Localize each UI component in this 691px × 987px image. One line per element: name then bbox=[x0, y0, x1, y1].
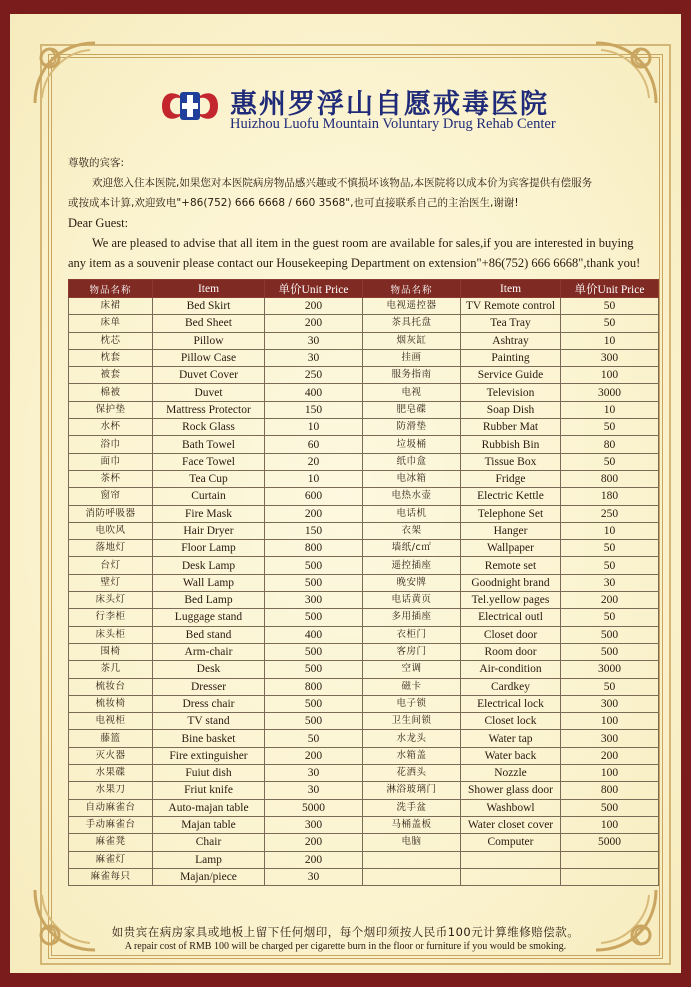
cell-item-name-en: Water back bbox=[461, 747, 561, 764]
cell-item-name-cn: 衣柜门 bbox=[363, 626, 461, 643]
cell-item-name-en bbox=[461, 868, 561, 885]
cell-item-name-cn: 棉被 bbox=[69, 384, 153, 401]
cell-unit-price: 3000 bbox=[561, 661, 659, 678]
cell-item-name-en: Painting bbox=[461, 349, 561, 366]
cell-item-name-cn: 浴巾 bbox=[69, 436, 153, 453]
cell-item-name-en: Computer bbox=[461, 834, 561, 851]
cell-item-name-en: Tea Tray bbox=[461, 315, 561, 332]
greeting-en: Dear Guest: bbox=[68, 216, 129, 230]
cell-unit-price: 20 bbox=[265, 453, 363, 470]
cell-item-name-en: Bed Sheet bbox=[153, 315, 265, 332]
cell-item-name-cn: 枕套 bbox=[69, 349, 153, 366]
intro-paragraph-cn-line1: 欢迎您入住本医院,如果您对本医院病房物品感兴趣或不慎损坏该物品,本医院将以成本价为宾客提供有偿服务 bbox=[92, 177, 593, 189]
cell-item-name-en: Closet lock bbox=[461, 713, 561, 730]
intro-text bbox=[68, 153, 668, 273]
cell-unit-price: 200 bbox=[265, 747, 363, 764]
table-row bbox=[69, 298, 659, 315]
cell-item-name-cn: 自动麻雀台 bbox=[69, 799, 153, 816]
cell-unit-price: 50 bbox=[561, 453, 659, 470]
cell-item-name-en: Wallpaper bbox=[461, 540, 561, 557]
cell-item-name-en: Chair bbox=[153, 834, 265, 851]
cell-unit-price: 500 bbox=[265, 609, 363, 626]
cell-item-name-en: Water tap bbox=[461, 730, 561, 747]
cell-unit-price: 200 bbox=[561, 747, 659, 764]
cell-item-name-cn: 梳妆台 bbox=[69, 678, 153, 695]
table-row bbox=[69, 574, 659, 591]
cell-unit-price: 60 bbox=[265, 436, 363, 453]
price-table bbox=[68, 279, 659, 886]
cell-unit-price: 300 bbox=[561, 695, 659, 712]
cell-unit-price: 10 bbox=[561, 401, 659, 418]
table-row bbox=[69, 419, 659, 436]
table-row bbox=[69, 470, 659, 487]
table-row bbox=[69, 816, 659, 833]
table-row bbox=[69, 436, 659, 453]
table-row bbox=[69, 730, 659, 747]
intro-paragraph-cn-line2: 或按成本计算,欢迎致电"+86(752) 666 6668 / 660 3568",也可直接联系自己的主治医生,谢谢! bbox=[68, 197, 519, 209]
table-row bbox=[69, 401, 659, 418]
cell-item-name-en: Water closet cover bbox=[461, 816, 561, 833]
table-row bbox=[69, 643, 659, 660]
table-row bbox=[69, 488, 659, 505]
cell-unit-price: 250 bbox=[265, 367, 363, 384]
cell-item-name-en: Closet door bbox=[461, 626, 561, 643]
cell-item-name-en: Shower glass door bbox=[461, 782, 561, 799]
cell-item-name-cn: 洗手盆 bbox=[363, 799, 461, 816]
cell-item-name-cn: 枕芯 bbox=[69, 332, 153, 349]
cell-item-name-en: Floor Lamp bbox=[153, 540, 265, 557]
table-row bbox=[69, 315, 659, 332]
cell-unit-price: 400 bbox=[265, 626, 363, 643]
cell-unit-price: 600 bbox=[265, 488, 363, 505]
column-header-item: Item bbox=[461, 280, 561, 298]
cell-item-name-cn: 被套 bbox=[69, 367, 153, 384]
table-row bbox=[69, 592, 659, 609]
cell-unit-price: 50 bbox=[265, 730, 363, 747]
cell-unit-price: 3000 bbox=[561, 384, 659, 401]
cell-item-name-en: Duvet bbox=[153, 384, 265, 401]
cell-item-name-cn: 衣架 bbox=[363, 522, 461, 539]
cell-item-name-cn: 水果刀 bbox=[69, 782, 153, 799]
cell-unit-price: 500 bbox=[561, 799, 659, 816]
table-row bbox=[69, 765, 659, 782]
intro-paragraph-en-line1: We are pleased to advise that all item in the guest room are available for sales,if you are interested in buying bbox=[92, 236, 634, 250]
column-header-unit-price: 单价Unit Price bbox=[265, 280, 363, 298]
cell-unit-price: 500 bbox=[265, 643, 363, 660]
cell-unit-price: 80 bbox=[561, 436, 659, 453]
cell-item-name-cn: 遥控插座 bbox=[363, 557, 461, 574]
cell-item-name-cn: 空调 bbox=[363, 661, 461, 678]
cell-item-name-en: Rubber Mat bbox=[461, 419, 561, 436]
cell-item-name-cn: 挂画 bbox=[363, 349, 461, 366]
table-row bbox=[69, 522, 659, 539]
cell-item-name-en: TV stand bbox=[153, 713, 265, 730]
cell-unit-price: 800 bbox=[561, 782, 659, 799]
cell-unit-price: 200 bbox=[265, 851, 363, 868]
cell-unit-price: 300 bbox=[561, 730, 659, 747]
cell-item-name-en: Dresser bbox=[153, 678, 265, 695]
cell-unit-price: 100 bbox=[561, 765, 659, 782]
cell-item-name-cn: 水箱盖 bbox=[363, 747, 461, 764]
cell-item-name-en: Fire Mask bbox=[153, 505, 265, 522]
cell-item-name-cn: 灭火器 bbox=[69, 747, 153, 764]
cell-item-name-cn: 消防呼吸器 bbox=[69, 505, 153, 522]
cell-item-name-en: Fire extinguisher bbox=[153, 747, 265, 764]
cell-unit-price: 250 bbox=[561, 505, 659, 522]
cell-item-name-en: Curtain bbox=[153, 488, 265, 505]
cell-item-name-cn: 电话黄页 bbox=[363, 592, 461, 609]
page-title-chinese: 惠州罗浮山自愿戒毒医院 bbox=[230, 89, 549, 120]
column-header-unit-price: 单价Unit Price bbox=[561, 280, 659, 298]
cell-item-name-en bbox=[461, 851, 561, 868]
cell-item-name-cn: 手动麻雀台 bbox=[69, 816, 153, 833]
table-row bbox=[69, 661, 659, 678]
cell-item-name-en: Bed Skirt bbox=[153, 298, 265, 315]
cell-unit-price: 200 bbox=[265, 834, 363, 851]
cell-item-name-cn: 茶具托盘 bbox=[363, 315, 461, 332]
cell-item-name-cn: 垃圾桶 bbox=[363, 436, 461, 453]
cell-unit-price: 100 bbox=[561, 367, 659, 384]
table-row bbox=[69, 868, 659, 885]
cell-item-name-en: Wall Lamp bbox=[153, 574, 265, 591]
cell-unit-price: 50 bbox=[561, 540, 659, 557]
cell-item-name-en: Mattress Protector bbox=[153, 401, 265, 418]
cell-item-name-en: Bine basket bbox=[153, 730, 265, 747]
cell-item-name-cn: 马桶盖板 bbox=[363, 816, 461, 833]
cell-item-name-cn: 床裙 bbox=[69, 298, 153, 315]
cell-item-name-en: Tel.yellow pages bbox=[461, 592, 561, 609]
cell-unit-price: 50 bbox=[561, 557, 659, 574]
cell-item-name-en: Majan/piece bbox=[153, 868, 265, 885]
page-header bbox=[160, 82, 580, 132]
cell-item-name-cn: 纸巾盒 bbox=[363, 453, 461, 470]
cell-item-name-en: Bed stand bbox=[153, 626, 265, 643]
table-row bbox=[69, 799, 659, 816]
cell-unit-price: 10 bbox=[265, 470, 363, 487]
table-row bbox=[69, 505, 659, 522]
corner-ornament-icon bbox=[591, 38, 661, 108]
cell-unit-price: 30 bbox=[265, 765, 363, 782]
cell-item-name-en: Pillow Case bbox=[153, 349, 265, 366]
cell-unit-price: 30 bbox=[265, 349, 363, 366]
cell-item-name-cn: 麻雀灯 bbox=[69, 851, 153, 868]
cell-unit-price bbox=[561, 851, 659, 868]
cell-item-name-cn: 多用插座 bbox=[363, 609, 461, 626]
table-row bbox=[69, 332, 659, 349]
cell-item-name-en: Television bbox=[461, 384, 561, 401]
cell-item-name-cn: 水果碟 bbox=[69, 765, 153, 782]
cell-item-name-cn: 电视遥控器 bbox=[363, 298, 461, 315]
cell-item-name-en: Goodnight brand bbox=[461, 574, 561, 591]
cell-item-name-cn: 电子锁 bbox=[363, 695, 461, 712]
cell-item-name-en: Air-condition bbox=[461, 661, 561, 678]
cell-unit-price: 10 bbox=[265, 419, 363, 436]
cell-item-name-cn: 卫生间锁 bbox=[363, 713, 461, 730]
cell-item-name-en: Fuiut dish bbox=[153, 765, 265, 782]
cell-item-name-en: Friut knife bbox=[153, 782, 265, 799]
table-row bbox=[69, 609, 659, 626]
cell-unit-price: 500 bbox=[561, 643, 659, 660]
cell-item-name-en: Remote set bbox=[461, 557, 561, 574]
cell-item-name-cn: 茶几 bbox=[69, 661, 153, 678]
cell-item-name-cn: 肥皂碟 bbox=[363, 401, 461, 418]
cell-item-name-en: Room door bbox=[461, 643, 561, 660]
footer-notice bbox=[0, 924, 691, 952]
cell-unit-price: 800 bbox=[265, 540, 363, 557]
cell-unit-price: 400 bbox=[265, 384, 363, 401]
cell-unit-price: 800 bbox=[265, 678, 363, 695]
column-header-item-name-cn: 物品名称 bbox=[363, 280, 461, 298]
cell-unit-price: 800 bbox=[561, 470, 659, 487]
cell-unit-price: 100 bbox=[561, 816, 659, 833]
price-table-container bbox=[68, 279, 658, 886]
cell-item-name-cn: 水杯 bbox=[69, 419, 153, 436]
cell-unit-price: 200 bbox=[561, 592, 659, 609]
cell-item-name-en: Ashtray bbox=[461, 332, 561, 349]
table-row bbox=[69, 453, 659, 470]
cell-item-name-en: Hair Dryer bbox=[153, 522, 265, 539]
cell-item-name-en: Dress chair bbox=[153, 695, 265, 712]
cell-unit-price: 10 bbox=[561, 522, 659, 539]
cell-item-name-en: Pillow bbox=[153, 332, 265, 349]
cell-unit-price: 300 bbox=[265, 592, 363, 609]
footer-notice-cn: 如贵宾在病房家具或地板上留下任何烟印，每个烟印须按人民币100元计算维修赔偿款。 bbox=[111, 925, 580, 939]
cell-item-name-cn: 台灯 bbox=[69, 557, 153, 574]
cell-item-name-en: Auto-majan table bbox=[153, 799, 265, 816]
cell-item-name-en: Face Towel bbox=[153, 453, 265, 470]
cell-unit-price: 30 bbox=[561, 574, 659, 591]
cell-item-name-cn: 淋浴玻璃门 bbox=[363, 782, 461, 799]
cell-item-name-cn: 保护垫 bbox=[69, 401, 153, 418]
cell-item-name-cn: 服务指南 bbox=[363, 367, 461, 384]
cell-item-name-cn: 电视 bbox=[363, 384, 461, 401]
cell-unit-price: 10 bbox=[561, 332, 659, 349]
cell-item-name-en: Soap Dish bbox=[461, 401, 561, 418]
table-row bbox=[69, 834, 659, 851]
cell-item-name-cn: 面巾 bbox=[69, 453, 153, 470]
cell-item-name-cn: 藤篮 bbox=[69, 730, 153, 747]
cell-item-name-cn bbox=[363, 851, 461, 868]
column-header-item-name-cn: 物品名称 bbox=[69, 280, 153, 298]
cell-unit-price: 5000 bbox=[561, 834, 659, 851]
cell-unit-price: 500 bbox=[265, 713, 363, 730]
table-row bbox=[69, 557, 659, 574]
cell-item-name-en: Desk Lamp bbox=[153, 557, 265, 574]
cell-unit-price: 5000 bbox=[265, 799, 363, 816]
cell-item-name-cn: 窗帘 bbox=[69, 488, 153, 505]
table-row bbox=[69, 349, 659, 366]
cell-unit-price: 200 bbox=[265, 315, 363, 332]
cell-item-name-cn: 电话机 bbox=[363, 505, 461, 522]
cell-unit-price: 500 bbox=[265, 661, 363, 678]
cell-unit-price: 30 bbox=[265, 782, 363, 799]
table-row bbox=[69, 384, 659, 401]
cell-item-name-cn: 电视柜 bbox=[69, 713, 153, 730]
cell-item-name-cn: 麻雀凳 bbox=[69, 834, 153, 851]
cell-item-name-cn: 电冰箱 bbox=[363, 470, 461, 487]
cell-item-name-en: TV Remote control bbox=[461, 298, 561, 315]
cell-item-name-cn: 晚安牌 bbox=[363, 574, 461, 591]
cell-item-name-en: Nozzle bbox=[461, 765, 561, 782]
cell-item-name-en: Rubbish Bin bbox=[461, 436, 561, 453]
table-row bbox=[69, 695, 659, 712]
cell-item-name-en: Tea Cup bbox=[153, 470, 265, 487]
table-row bbox=[69, 782, 659, 799]
cell-unit-price: 100 bbox=[561, 713, 659, 730]
corner-ornament-icon bbox=[30, 38, 100, 108]
cell-item-name-cn: 墙纸/c㎡ bbox=[363, 540, 461, 557]
cell-item-name-en: Rock Glass bbox=[153, 419, 265, 436]
column-header-item: Item bbox=[153, 280, 265, 298]
table-row bbox=[69, 713, 659, 730]
cell-item-name-en: Tissue Box bbox=[461, 453, 561, 470]
cell-item-name-cn: 梳妆椅 bbox=[69, 695, 153, 712]
cell-item-name-cn: 壁灯 bbox=[69, 574, 153, 591]
cell-unit-price: 30 bbox=[265, 332, 363, 349]
cell-item-name-cn: 麻雀每只 bbox=[69, 868, 153, 885]
cell-item-name-cn: 床头柜 bbox=[69, 626, 153, 643]
cell-unit-price: 50 bbox=[561, 678, 659, 695]
cell-item-name-en: Bed Lamp bbox=[153, 592, 265, 609]
cell-item-name-cn: 茶杯 bbox=[69, 470, 153, 487]
cell-item-name-cn: 行李柜 bbox=[69, 609, 153, 626]
cell-item-name-cn: 烟灰缸 bbox=[363, 332, 461, 349]
cell-item-name-en: Telephone Set bbox=[461, 505, 561, 522]
intro-paragraph-en-line2: any item as a souvenir please contact our Housekeeping Department on extension"+86(752) 666 6668",thank you! bbox=[68, 256, 641, 270]
cell-unit-price: 50 bbox=[561, 298, 659, 315]
cell-unit-price: 300 bbox=[265, 816, 363, 833]
cell-unit-price: 50 bbox=[561, 609, 659, 626]
cell-item-name-cn: 落地灯 bbox=[69, 540, 153, 557]
cell-item-name-cn: 客房门 bbox=[363, 643, 461, 660]
cell-unit-price: 50 bbox=[561, 419, 659, 436]
cell-item-name-en: Electrical outl bbox=[461, 609, 561, 626]
cell-unit-price: 500 bbox=[265, 695, 363, 712]
cell-item-name-cn bbox=[363, 868, 461, 885]
cell-item-name-cn: 花洒头 bbox=[363, 765, 461, 782]
cell-item-name-cn: 电吹风 bbox=[69, 522, 153, 539]
cell-item-name-en: Lamp bbox=[153, 851, 265, 868]
table-row bbox=[69, 747, 659, 764]
cell-item-name-cn: 电热水壶 bbox=[363, 488, 461, 505]
cell-item-name-cn: 电脑 bbox=[363, 834, 461, 851]
cell-item-name-en: Service Guide bbox=[461, 367, 561, 384]
cell-unit-price: 150 bbox=[265, 522, 363, 539]
cell-item-name-en: Desk bbox=[153, 661, 265, 678]
table-row bbox=[69, 540, 659, 557]
cell-item-name-en: Arm-chair bbox=[153, 643, 265, 660]
cell-item-name-en: Electric Kettle bbox=[461, 488, 561, 505]
cell-item-name-en: Cardkey bbox=[461, 678, 561, 695]
table-row bbox=[69, 626, 659, 643]
cell-item-name-en: Electrical lock bbox=[461, 695, 561, 712]
cell-item-name-en: Duvet Cover bbox=[153, 367, 265, 384]
cell-unit-price: 300 bbox=[561, 349, 659, 366]
cell-item-name-cn: 床头灯 bbox=[69, 592, 153, 609]
cell-item-name-cn: 磁卡 bbox=[363, 678, 461, 695]
cell-unit-price: 500 bbox=[561, 626, 659, 643]
table-row bbox=[69, 678, 659, 695]
cell-item-name-cn: 床单 bbox=[69, 315, 153, 332]
cell-unit-price: 200 bbox=[265, 505, 363, 522]
cell-unit-price: 180 bbox=[561, 488, 659, 505]
cell-unit-price: 500 bbox=[265, 557, 363, 574]
cell-unit-price: 500 bbox=[265, 574, 363, 591]
cell-item-name-en: Fridge bbox=[461, 470, 561, 487]
cell-item-name-cn: 围椅 bbox=[69, 643, 153, 660]
cell-item-name-cn: 水龙头 bbox=[363, 730, 461, 747]
cell-item-name-en: Majan table bbox=[153, 816, 265, 833]
table-header-row bbox=[69, 280, 659, 298]
page-title-english: Huizhou Luofu Mountain Voluntary Drug Rehab Center bbox=[230, 116, 556, 132]
cell-unit-price: 150 bbox=[265, 401, 363, 418]
footer-notice-en: A repair cost of RMB 100 will be charged per cigarette burn in the floor or furniture if you would be smoking. bbox=[124, 941, 567, 952]
cell-item-name-en: Bath Towel bbox=[153, 436, 265, 453]
cell-unit-price: 30 bbox=[265, 868, 363, 885]
cell-unit-price: 50 bbox=[561, 315, 659, 332]
cell-item-name-en: Luggage stand bbox=[153, 609, 265, 626]
cell-item-name-cn: 防滑垫 bbox=[363, 419, 461, 436]
cell-item-name-en: Washbowl bbox=[461, 799, 561, 816]
table-row bbox=[69, 367, 659, 384]
cell-unit-price: 200 bbox=[265, 298, 363, 315]
hospital-logo-icon bbox=[160, 84, 220, 128]
cell-unit-price bbox=[561, 868, 659, 885]
cell-item-name-en: Hanger bbox=[461, 522, 561, 539]
table-row bbox=[69, 851, 659, 868]
greeting-cn: 尊敬的宾客: bbox=[68, 157, 125, 169]
